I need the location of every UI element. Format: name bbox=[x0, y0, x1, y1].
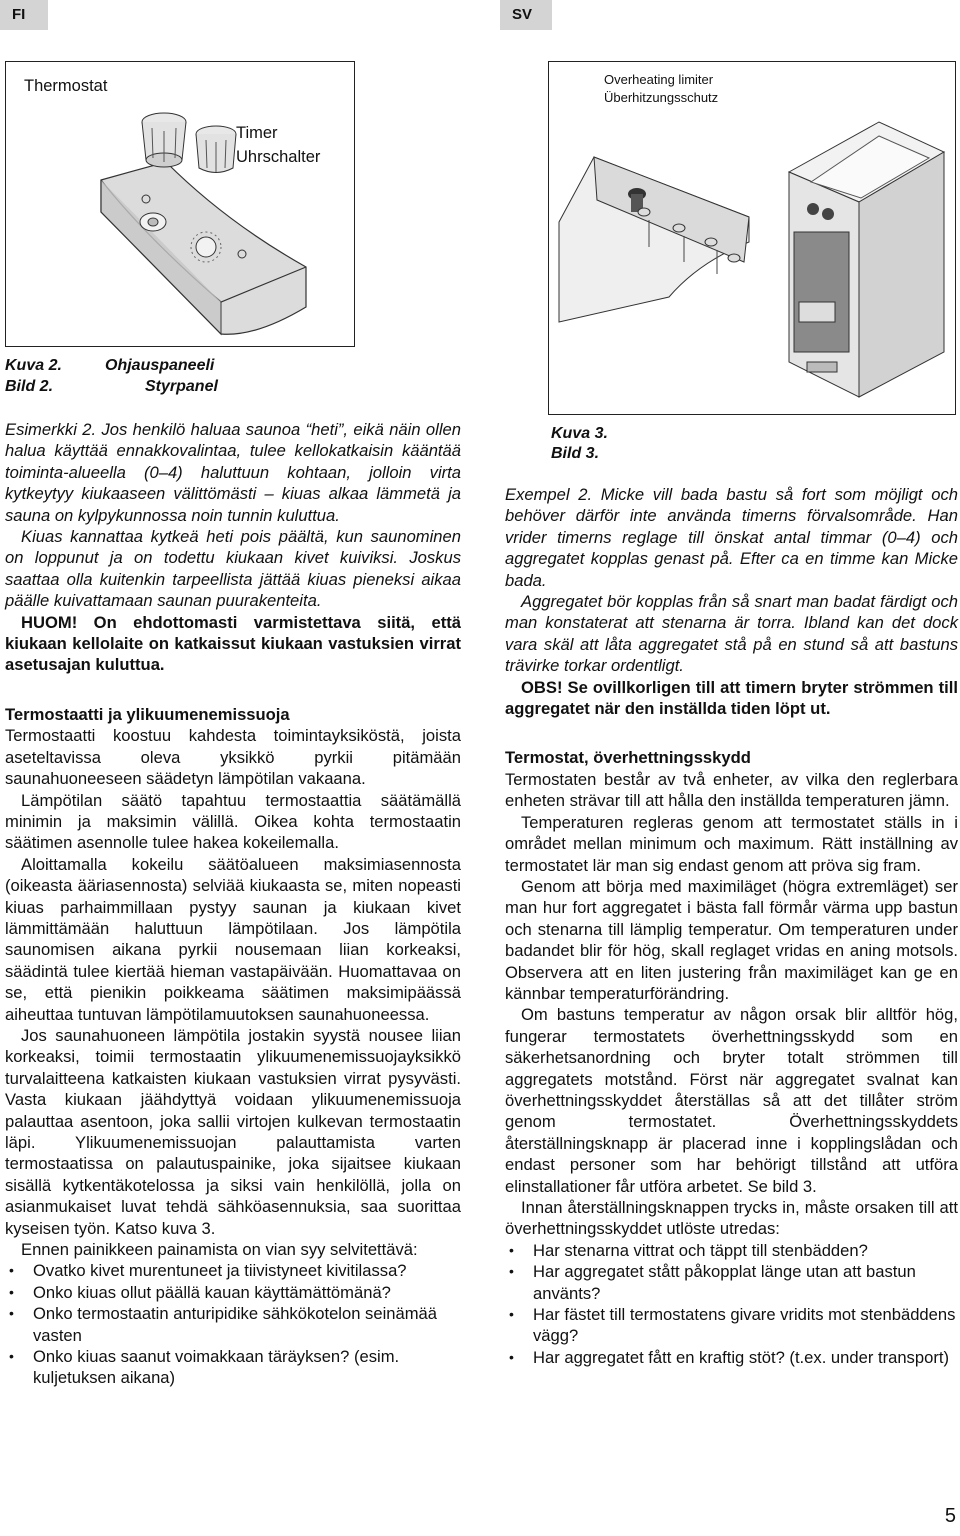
control-panel-illustration bbox=[6, 62, 354, 346]
sv-example-paragraph-1: Exempel 2. Micke vill bada bastu så fort som möjligt och behöver därför inte använda timerns förvalsområde. Han vrider timerns reglage till önskat antal timmar (0–4) och aggregatet kopplas genast på. Efter ca en timme kan Micke bada. bbox=[505, 485, 958, 590]
list-item: • Har stenarna vittrat och täppt till stenbädden? bbox=[533, 1240, 958, 1261]
column-fi bbox=[5, 419, 461, 1389]
fi-paragraph-3: Aloittamalla kokeilu säätöalueen maksimiasennosta (oikeasta ääriasennosta) selviää kiukaasta se, miten nopeasti kiuas parhaimmillaan pystyy saunan ja kiukaan kivet lämmittämään haluttuun lämpötilaan. Jos lämpötila saunomisen aikana pyrkii nousemaan liian korkeaksi, säädintä tulee kiertää hieman vastapäivään. Huomattavaa on se, että pienikin poikkeama säätimen maksimipäässä aiheuttaa tuntuvan lämpötilamuutoksen saunahuoneessa. bbox=[5, 854, 461, 1024]
fi-example-paragraph-1: Esimerkki 2. Jos henkilö haluaa saunoa “heti”, eikä näin ollen halua käyttää ennakkovalintaa, tulee kellokatkaisin kääntää toiminta-alueella (0–4) haluttuun kohtaan, jolloin virta kytkeytyy kiukaaseen välittömästi – kiuas alkaa lämmetä ja sauna on kylpykunnossa noin tunnin kuluttua. bbox=[5, 420, 461, 525]
figure2-caption-fi-text: Ohjauspaneeli bbox=[105, 357, 215, 374]
fi-paragraph-1: Termostaatti koostuu kahdesta toimintayksiköstä, joista aseteltavissa oleva yksikkö pyrkii pitämään saunahuoneeseen säädetyn lämpötilan vakaana. bbox=[5, 726, 461, 789]
label-timer: Timer bbox=[236, 124, 278, 142]
list-item: • Onko termostaatin anturipidike sähkökotelon seinämää vasten bbox=[33, 1303, 461, 1346]
timer-knob-icon bbox=[196, 126, 236, 173]
sv-paragraph-1: Termostaten består av två enheter, av vilka den reglerbara enheten strävar till att hålla den inställda temperaturen jämn. bbox=[505, 769, 958, 811]
figure-control-panel bbox=[5, 61, 355, 347]
sv-note bbox=[505, 677, 958, 720]
fi-note bbox=[5, 612, 461, 676]
label-overheating-limiter: Overheating limiter bbox=[604, 72, 714, 87]
figure2-caption-sv-number: Bild 2. bbox=[5, 378, 54, 395]
fi-paragraph-5: Ennen painikkeen painamista on vian syy selvitettävä: bbox=[21, 1240, 418, 1260]
thermostat-knob-icon bbox=[142, 113, 186, 167]
fi-section-heading: Termostaatti ja ylikuumenemissuoja bbox=[5, 704, 290, 724]
heater-illustration bbox=[549, 62, 955, 414]
figure2-caption-fi-number: Kuva 2. bbox=[5, 357, 62, 374]
sv-paragraph-2: Temperaturen regleras genom att termostatet ställs in i området mellan minimum och maximum. Rätt inställning av termostatet lär man sig endast genom att pröva sig fram. bbox=[505, 812, 958, 875]
language-tab-fi: FI bbox=[0, 0, 48, 30]
list-item: • Onko kiuas saanut voimakkaan täräyksen? (esim. kuljetuksen aikana) bbox=[33, 1346, 461, 1389]
list-item: • Onko kiuas ollut päällä kauan käyttämättömänä? bbox=[33, 1282, 461, 1303]
column-sv bbox=[505, 484, 958, 1368]
sv-paragraph-4: Om bastuns temperatur av någon orsak blir alltför hög, fungerar termostatets överhettningsskydd som en säkerhetsanordning och bryter totalt strömmen till aggregatets motstånd. Först när aggregatet svalnat kan överhettningsskyddet återställas så att det tillåter ström genom termostatet. Överhettningsskyddets återställningsknapp är placerad inne i kopplingslådan och endast personer som har behörigt tillstånd att utföra elinstallationer får utföra arbetet. Se bild 3. bbox=[505, 1005, 958, 1196]
list-item: • Har aggregatet fått en kraftig stöt? (t.ex. under transport) bbox=[533, 1347, 958, 1368]
label-ueberhitzungsschutz: Überhitzungsschutz bbox=[604, 90, 719, 105]
sv-bullet-list bbox=[505, 1240, 958, 1368]
language-tab-sv: SV bbox=[500, 0, 552, 30]
list-item: • Ovatko kivet murentuneet ja tiivistyneet kivitilassa? bbox=[33, 1260, 461, 1281]
fi-note-text: On ehdottomasti varmistettava siitä, että kiukaan kellolaite on katkaissut kiukaan vastuksien virrat asetusajan kuluttua. bbox=[5, 612, 461, 675]
sv-paragraph-3: Genom att börja med maximiläget (högra extremläget) ser man hur fort aggregatet i bästa fall förmår värma upp bastun och stenarna till lämplig temperatur. Om temperaturen under badandet blir för hög, skall reglaget vridas en aning motsols. Observera att en liten justering från maximiläget kan ge en kännbar temperaturförändring. bbox=[505, 876, 958, 1003]
fi-paragraph-4: Jos saunahuoneen lämpötila jostakin syystä nousee liian korkeaksi, toimii termostaatin ylikuumenemissuojayksikkö turvalaitteena katkaisten kiukaan vastuksien virrat pysyvästi. Vasta kiukaan jäähdyttyä voidaan ylikuumenemissuoja palauttaa asentoon, joka sallii virtojen kulkevan termostaatin läpi. Ylikuumenemissuojan palauttamista varten termostaatissa on palautuspainike, joka sijaitsee kiukaan sisällä kytkentäkotelossa ja siksi vain henkilöllä, jolla on asianmukaiset luvat tehdä sähköasennuksia, saa suorittaa kyseisen työn. Katso kuva 3. bbox=[5, 1025, 461, 1238]
fi-note-label: HUOM! bbox=[21, 612, 78, 632]
fi-paragraph-2: Lämpötilan säätö tapahtuu termostaattia säätämällä minimin ja maksimin välillä. Oikea kohta termostaatin säätimen asennolle tulee hakea kokeilemalla. bbox=[5, 790, 461, 853]
figure3-caption-sv: Bild 3. bbox=[551, 445, 600, 462]
figure3-caption-fi: Kuva 3. bbox=[551, 425, 608, 442]
list-item: • Har fästet till termostatens givare vridits mot stenbäddens vägg? bbox=[533, 1304, 958, 1347]
sv-note-text: Se ovillkorligen till att timern bryter strömmen till aggregatet när den inställda tiden löpt ut. bbox=[505, 677, 958, 719]
fi-example-paragraph-2: Kiuas kannattaa kytkeä heti pois päältä, kun saunominen on loppunut ja on todettu kiukaan kivet kuiviksi. Joskus saattaa olla kuitenkin tarpeellista jättää kiuas pieneksi aikaa päälle kuivattamaan saunan puurakenteita. bbox=[5, 527, 461, 611]
label-thermostat: Thermostat bbox=[24, 77, 108, 95]
heater-body bbox=[789, 122, 944, 397]
sv-section-heading: Termostat, överhettningsskydd bbox=[505, 748, 751, 768]
fi-bullet-list bbox=[5, 1260, 461, 1388]
list-item: • Har aggregatet stått påkopplat länge utan att bastun använts? bbox=[533, 1261, 958, 1304]
sv-example-paragraph-2: Aggregatet bör kopplas från så snart man badat färdigt och man konstaterat att stenarna är torra. Ibland kan det dock vara skäl att låta aggregatet stå på en stund så att bastuns trävirke torkar ordentligt. bbox=[505, 592, 958, 676]
sv-paragraph-5: Innan återställningsknappen trycks in, måste orsaken till att överhettningsskyddet utlöste utredas: bbox=[505, 1198, 958, 1239]
page-number: 5 bbox=[944, 1505, 956, 1527]
figure2-caption-sv-text: Styrpanel bbox=[145, 378, 218, 395]
label-uhrschalter: Uhrschalter bbox=[236, 148, 321, 166]
sv-note-label: OBS! bbox=[521, 677, 563, 697]
figure-overheating-limiter bbox=[548, 61, 956, 415]
